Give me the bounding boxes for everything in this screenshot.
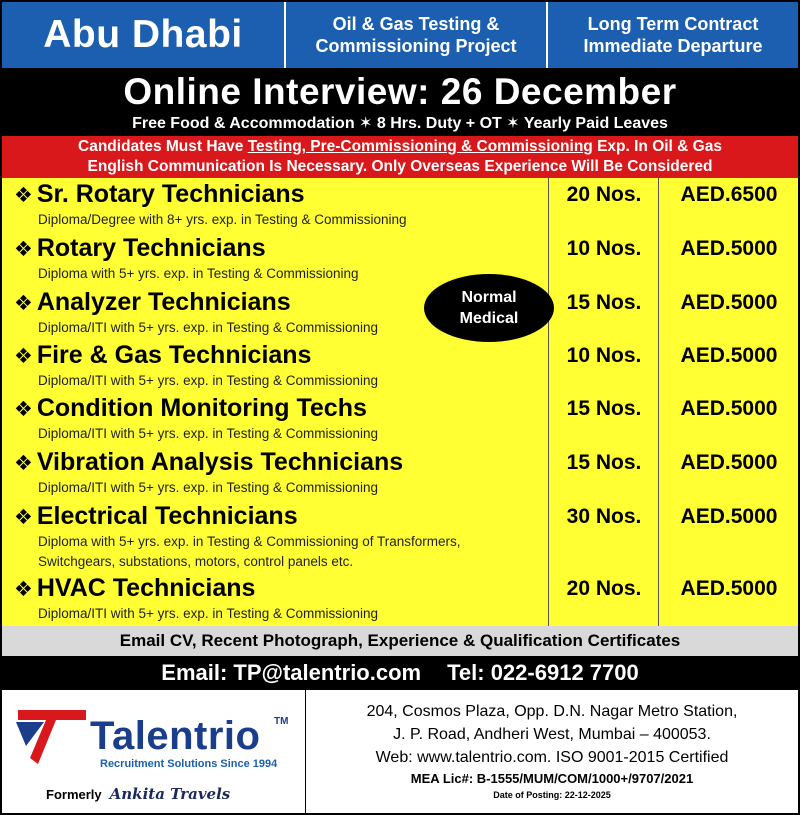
- company-name: Talentrio: [90, 714, 261, 758]
- diamond-bullet-icon: ❖: [14, 345, 33, 368]
- formerly-label: Formerly: [46, 787, 102, 802]
- job-description-line: Diploma with 5+ yrs. exp. in Testing & Commissioning: [38, 266, 359, 281]
- job-salary: AED.5000: [680, 451, 778, 474]
- req-prefix: Candidates Must Have: [78, 138, 248, 155]
- job-title-text: Fire & Gas Technicians: [36, 341, 312, 369]
- job-title-text: HVAC Technicians: [36, 574, 256, 602]
- column-divider: [548, 178, 549, 626]
- medical-line-2: Medical: [459, 310, 519, 327]
- company-address: [306, 690, 798, 813]
- job-title: [14, 392, 367, 426]
- talentrio-t-logo-icon: [16, 706, 88, 766]
- job-salary: AED.5000: [680, 291, 778, 314]
- requirements-band: [2, 136, 798, 178]
- license-label: MEA Lic#:: [410, 771, 474, 786]
- job-description: [38, 478, 378, 498]
- job-title-text: Condition Monitoring Techs: [36, 394, 367, 422]
- header-bar: [2, 2, 798, 68]
- footer: [2, 690, 798, 813]
- job-quantity: 15 Nos.: [566, 291, 642, 314]
- column-divider: [658, 178, 659, 626]
- medical-line-1: Normal: [461, 289, 517, 306]
- project-line-1: Oil & Gas Testing &: [332, 14, 500, 34]
- diamond-bullet-icon: ❖: [14, 184, 33, 207]
- job-description: [38, 264, 359, 284]
- job-description-line: Switchgears, substations, motors, control panels etc.: [38, 554, 354, 569]
- requirements-line-1: [2, 137, 798, 157]
- job-salary: AED.5000: [680, 344, 778, 367]
- job-title: [14, 232, 266, 266]
- requirements-line-2: English Communication Is Necessary. Only Overseas Experience Will Be Considered: [87, 158, 713, 175]
- license-line: [306, 769, 798, 789]
- contract-line-2: Immediate Departure: [583, 36, 763, 56]
- city-title: Abu Dhabi: [2, 2, 286, 68]
- website-line: Web: www.talentrio.com. ISO 9001-2015 Certified: [375, 749, 729, 766]
- job-title: [14, 339, 311, 373]
- email-link[interactable]: Email: TP@talentrio.com: [161, 660, 422, 685]
- job-salary: AED.5000: [680, 237, 778, 260]
- job-quantity: 10 Nos.: [566, 344, 642, 367]
- benefits-line: Free Food & Accommodation ✶ 8 Hrs. Duty + OT ✶ Yearly Paid Leaves: [132, 115, 668, 132]
- project-title: [286, 2, 548, 68]
- job-description-line: Diploma/ITI with 5+ yrs. exp. in Testing & Commissioning: [38, 320, 379, 335]
- job-quantity: 15 Nos.: [566, 397, 642, 420]
- job-title: [14, 178, 305, 212]
- req-underlined: Testing, Pre-Commissioning & Commissioning: [247, 138, 593, 155]
- jobs-table: [2, 178, 798, 626]
- job-title-text: Sr. Rotary Technicians: [36, 180, 305, 208]
- job-salary: AED.5000: [680, 505, 778, 528]
- job-salary: AED.5000: [680, 577, 778, 600]
- job-description-line: Diploma with 5+ yrs. exp. in Testing & Commissioning of Transformers,: [38, 534, 461, 549]
- job-description: [38, 424, 378, 444]
- diamond-bullet-icon: ❖: [14, 398, 33, 421]
- job-description: [38, 210, 407, 230]
- company-logo-area: [2, 690, 306, 813]
- job-description-line: Diploma/ITI with 5+ yrs. exp. in Testing & Commissioning: [38, 426, 379, 441]
- job-quantity: 10 Nos.: [566, 237, 642, 260]
- job-title-text: Vibration Analysis Technicians: [36, 448, 404, 476]
- job-quantity: 15 Nos.: [566, 451, 642, 474]
- job-title: [14, 500, 298, 534]
- job-salary: AED.5000: [680, 397, 778, 420]
- diamond-bullet-icon: ❖: [14, 292, 33, 315]
- interview-band: [2, 68, 798, 136]
- formerly-brand: Ankita Travels: [109, 785, 231, 803]
- contract-info: [548, 2, 798, 68]
- license-number: B-1555/MUM/COM/1000+/9707/2021: [473, 771, 694, 786]
- contact-band: [2, 656, 798, 690]
- job-title-text: Rotary Technicians: [36, 234, 266, 262]
- company-tagline: Recruitment Solutions Since 1994: [100, 758, 278, 770]
- diamond-bullet-icon: ❖: [14, 506, 33, 529]
- job-description-line: Diploma/ITI with 5+ yrs. exp. in Testing & Commissioning: [38, 606, 379, 621]
- job-title: [14, 572, 255, 606]
- job-description: [38, 604, 378, 624]
- formerly-line: [46, 785, 230, 803]
- job-quantity: 20 Nos.: [566, 183, 642, 206]
- job-description: [38, 318, 378, 338]
- job-quantity: 30 Nos.: [566, 505, 642, 528]
- diamond-bullet-icon: ❖: [14, 452, 33, 475]
- address-line-2: J. P. Road, Andheri West, Mumbai – 400053.: [393, 726, 711, 743]
- job-description: [38, 371, 378, 391]
- diamond-bullet-icon: ❖: [14, 238, 33, 261]
- job-title-text: Electrical Technicians: [36, 502, 298, 530]
- job-description-line: Diploma/ITI with 5+ yrs. exp. in Testing & Commissioning: [38, 480, 379, 495]
- job-salary: AED.6500: [680, 183, 778, 206]
- req-suffix: Exp. In Oil & Gas: [592, 138, 722, 155]
- job-description: [38, 532, 461, 572]
- job-title: [14, 286, 291, 320]
- cv-instructions: Email CV, Recent Photograph, Experience & Qualification Certificates: [2, 626, 798, 656]
- job-title: [14, 446, 403, 480]
- trademark-mark: TM: [274, 716, 289, 727]
- posting-date: Date of Posting: 22-12-2025: [493, 790, 611, 800]
- phone-number[interactable]: Tel: 022-6912 7700: [447, 660, 639, 685]
- normal-medical-badge: [424, 274, 554, 342]
- diamond-bullet-icon: ❖: [14, 578, 33, 601]
- contract-line-1: Long Term Contract: [587, 14, 759, 34]
- address-line-1: 204, Cosmos Plaza, Opp. D.N. Nagar Metro Station,: [366, 703, 738, 720]
- interview-title: Online Interview: 26 December: [123, 71, 677, 112]
- job-quantity: 20 Nos.: [566, 577, 642, 600]
- job-description-line: Diploma/ITI with 5+ yrs. exp. in Testing & Commissioning: [38, 373, 379, 388]
- project-line-2: Commissioning Project: [315, 36, 517, 56]
- job-description-line: Diploma/Degree with 8+ yrs. exp. in Testing & Commissioning: [38, 212, 407, 227]
- job-title-text: Analyzer Technicians: [36, 288, 291, 316]
